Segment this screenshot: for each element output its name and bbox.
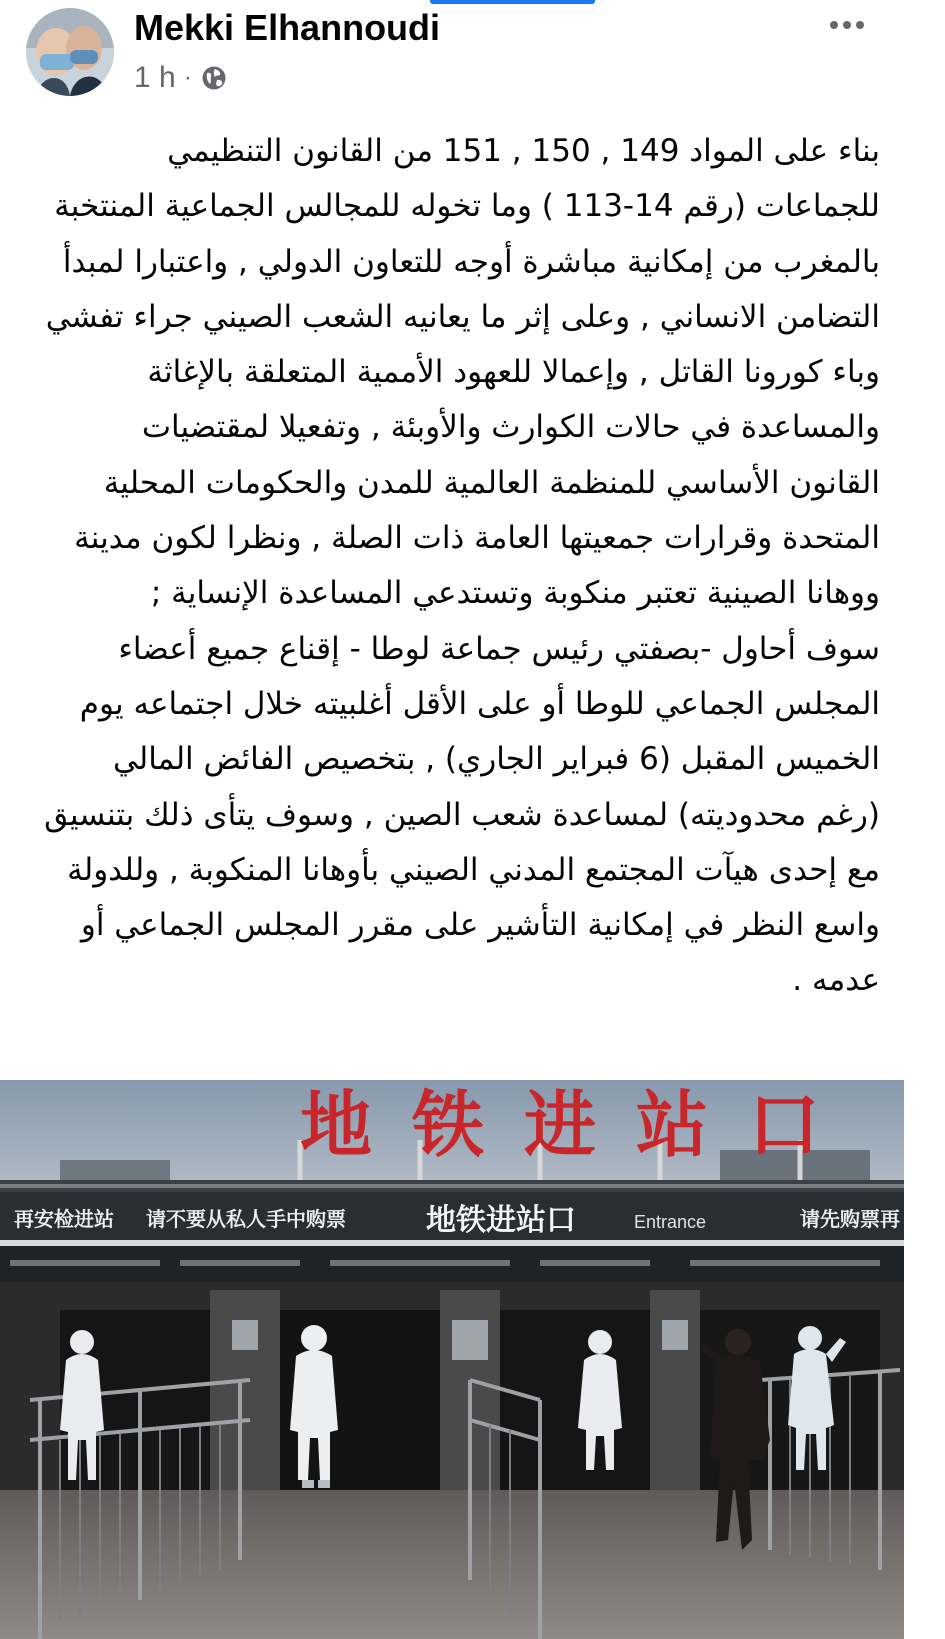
post-timestamp[interactable]: 1 h [134, 61, 176, 94]
author-name[interactable]: Mekki Elhannoudi [134, 7, 441, 48]
metro-entrance-photo [0, 1080, 904, 1639]
post-meta [134, 58, 228, 98]
banner-entrance-text: Entrance [634, 1212, 707, 1232]
top-accent-bar [430, 0, 595, 4]
avatar-photo-icon [26, 8, 114, 96]
meta-separator: · [183, 64, 192, 91]
more-options-icon [830, 21, 838, 29]
banner-right-text: 请先购票再 [800, 1207, 900, 1231]
globe-icon[interactable] [200, 64, 228, 92]
large-sign-text: 地铁进站口 [299, 1083, 861, 1167]
banner-center-text: 地铁进站口 [426, 1203, 576, 1238]
banner-mid-text: 请不要从私人手中购票 [146, 1207, 346, 1231]
post-body [44, 124, 880, 1009]
author-avatar[interactable] [26, 8, 114, 96]
more-options-icon [843, 21, 851, 29]
more-options-icon [856, 21, 864, 29]
post-photo[interactable] [0, 1080, 904, 1639]
banner-left-text: 再安检进站 [14, 1207, 114, 1231]
post-paragraph-2: سوف أحاول -بصفتي رئيس جماعة لوطا - إقناع جميع أعضاء المجلس الجماعي للوطا أو على الأقل أغلبيته خلال اجتماعه يوم الخميس المقبل (6 فبراير الجاري) , بتخصيص الفائض المالي (رغم محدوديته) لمساعدة شعب الصين , وسوف يتأى ذلك بتنسيق مع إحدى هيآت المجتمع المدني الصيني بأوهانا المنكوبة , وللدولة واسع النظر في إمكانية التأشير على مقرر المجلس الجماعي أو عدمه . [44, 630, 880, 999]
post-paragraph-1: بناء على المواد 149 , 150 , 151 من القانون التنظيمي للجماعات (رقم 14-113 ) وما تخوله للمجالس الجماعية المنتخبة بالمغرب من إمكانية مباشرة أوجه للتعاون الدولي , واعتبارا لمبدأ التضامن الانساني , وعلى إثر ما يعانيه الشعب الصيني جراء تفشي وباء كورونا القاتل , وإعمالا للعهود الأممية المتعلقة بالإغاثة والمساعدة في حالات الكوارث والأوبئة , وتفعيلا لمقتضيات القانون الأساسي للمنظمة العالمية للمدن والحكومات المحلية المتحدة وقرارات جمعيتها العامة ذات الصلة , ونظرا لكون مدينة ووهانا الصينية تعتبر منكوبة وتستدعي المساعدة الإنساية ; [45, 133, 880, 612]
more-options-button[interactable] [820, 8, 874, 42]
